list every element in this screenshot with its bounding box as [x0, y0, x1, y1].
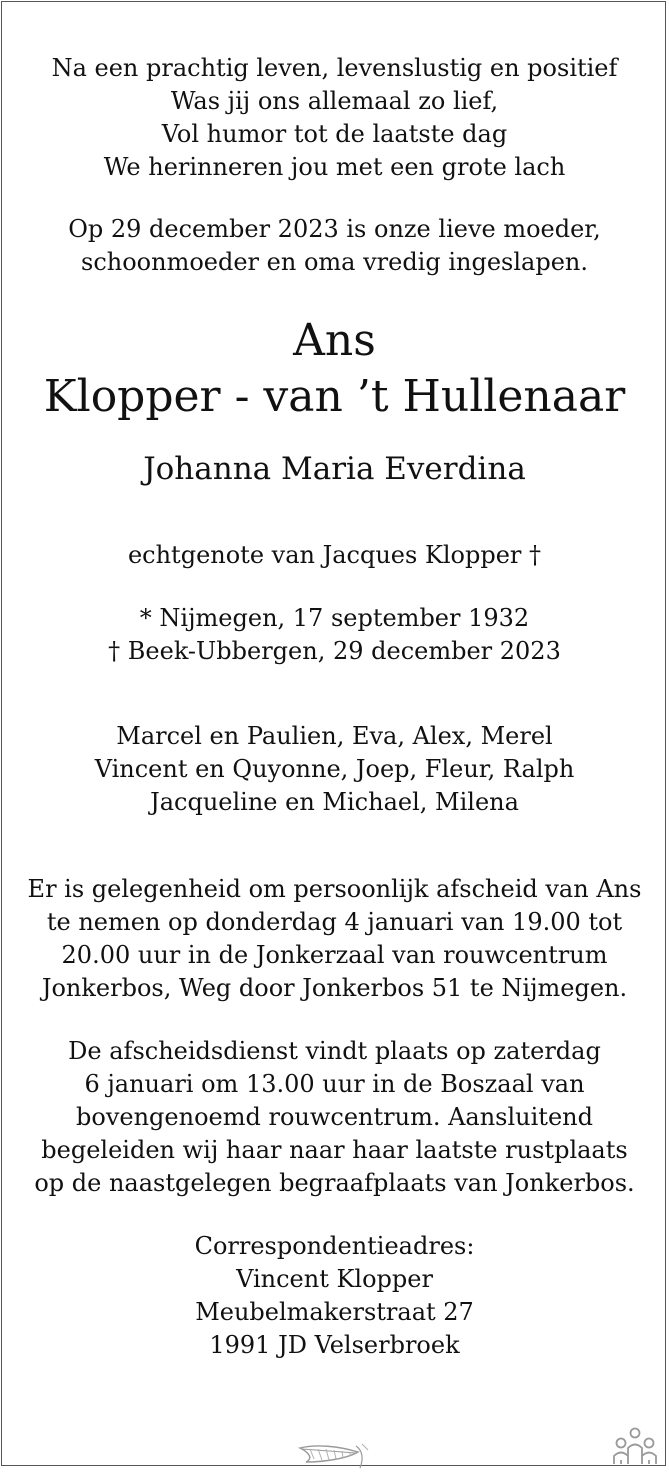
service-line: begeleiden wij haar naar haar laatste rustplaats — [41, 1136, 628, 1164]
family-logo-icon — [610, 1426, 660, 1466]
correspondence-address — [0, 1230, 669, 1362]
service-line: De afscheidsdienst vindt plaats op zaterdag — [68, 1037, 601, 1065]
deceased-given-names: Johanna Maria Everdina — [143, 451, 526, 487]
poem-line: Vol humor tot de laatste dag — [161, 120, 508, 148]
address-line: Correspondentieadres: — [194, 1232, 475, 1260]
deceased-first-name: Ans — [293, 315, 376, 366]
death-line: † Beek-Ubbergen, 29 december 2023 — [108, 637, 561, 665]
service-line: op de naastgelegen begraafplaats van Jonkerbos. — [34, 1169, 635, 1197]
family-line: Marcel en Paulien, Eva, Alex, Merel — [116, 722, 553, 750]
farewell-line: 20.00 uur in de Jonkerzaal van rouwcentrum — [61, 941, 608, 969]
farewell-line: Er is gelegenheid om persoonlijk afscheid van Ans — [27, 875, 642, 903]
farewell-line: Jonkerbos, Weg door Jonkerbos 51 te Nijmegen. — [41, 974, 628, 1002]
announcement-line: Op 29 december 2023 is onze lieve moeder, — [68, 215, 601, 243]
life-dates — [0, 602, 669, 668]
service-line: bovengenoemd rouwcentrum. Aansluitend — [76, 1103, 593, 1131]
service-line: 6 januari om 13.00 uur in de Boszaal van — [84, 1070, 585, 1098]
service-paragraph — [0, 1035, 669, 1200]
farewell-line: te nemen op donderdag 4 januari van 19.00 tot — [46, 908, 623, 936]
address-line: 1991 JD Velserbroek — [209, 1331, 460, 1359]
address-line: Meubelmakerstraat 27 — [195, 1298, 474, 1326]
birth-line: * Nijmegen, 17 september 1932 — [139, 604, 530, 632]
feather-icon — [296, 1440, 376, 1472]
announcement — [0, 213, 669, 279]
family-line: Vincent en Quyonne, Joep, Fleur, Ralph — [94, 755, 575, 783]
address-line: Vincent Klopper — [236, 1265, 433, 1293]
family-line: Jacqueline en Michael, Milena — [150, 788, 519, 816]
poem — [0, 52, 669, 184]
deceased-full-name: Klopper - van ’t Hullenaar — [43, 371, 626, 422]
spouse-line: echtgenote van Jacques Klopper † — [127, 541, 542, 569]
obituary-content — [0, 52, 669, 1362]
poem-line: We herinneren jou met een grote lach — [103, 153, 566, 181]
poem-line: Na een prachtig leven, levenslustig en positief — [51, 54, 618, 82]
family-list — [0, 720, 669, 819]
poem-line: Was jij ons allemaal zo lief, — [170, 87, 499, 115]
farewell-paragraph — [0, 873, 669, 1005]
announcement-line: schoonmoeder en oma vredig ingeslapen. — [81, 248, 588, 276]
